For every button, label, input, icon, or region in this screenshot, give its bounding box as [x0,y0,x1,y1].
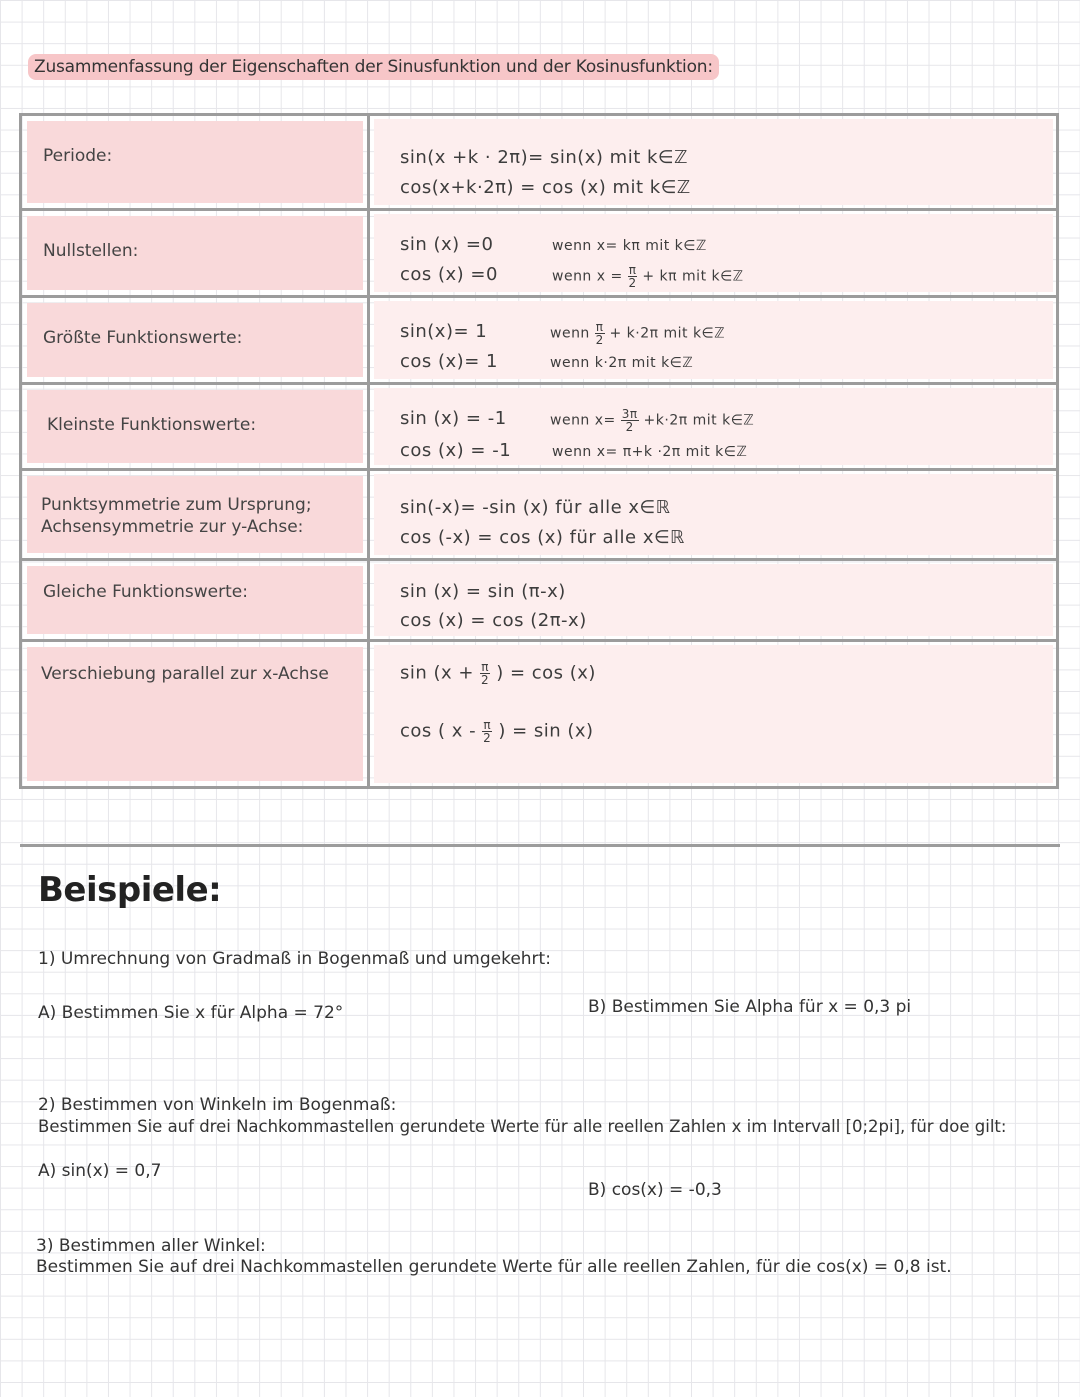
label-cell [27,476,363,553]
row-nullstellen [22,211,1056,298]
formula-text: sin (x + [400,662,474,684]
formula-cell [374,564,1053,636]
fraction [595,321,605,346]
fraction [480,661,490,686]
example-1-title: 1) Umrechnung von Gradmaß in Bogenmaß und umgekehrt: [38,949,551,969]
formula-cell [374,388,1053,465]
fraction-denominator: 2 [481,673,490,687]
formula-line: sin(-x)= -sin (x) für alle x∈ℝ [400,497,671,518]
formula-text: ) = cos (x) [496,662,596,684]
row-groesste-funktionswerte [22,298,1056,385]
fraction-numerator: π [483,718,492,732]
example-2b: B) cos(x) = -0,3 [588,1180,722,1200]
example-3-text: Bestimmen Sie auf drei Nachkommastellen gerundete Werte für alle reellen Zahlen, für die cos(x) = 0,8 ist. [36,1257,952,1277]
condition-text: + k·2π mit k∈ℤ [609,325,726,342]
row-label: Kleinste Funktionswerte: [47,415,257,435]
row-gleiche-funktionswerte [22,561,1056,642]
formula-condition [552,264,744,289]
example-2-title: 2) Bestimmen von Winkeln im Bogenmaß: [38,1095,397,1115]
formula-cell [374,119,1053,205]
row-label: Gleiche Funktionswerte: [43,582,248,602]
formula-line: sin(x +k · 2π)= sin(x) mit k∈ℤ [400,147,688,168]
condition-text: wenn x = [552,268,623,285]
row-label-line: Achsensymmetrie zur y-Achse: [41,517,304,537]
formula-line: cos (-x) = cos (x) für alle x∈ℝ [400,527,685,548]
formula-line [400,661,596,686]
formula-cell [374,645,1053,783]
example-1a: A) Bestimmen Sie x für Alpha = 72° [38,1003,344,1023]
row-verschiebung [22,642,1056,786]
fraction [482,719,492,744]
formula-condition [550,408,754,433]
fraction-numerator: π [481,660,489,674]
row-symmetrie [22,471,1056,561]
formula-condition [550,321,725,346]
properties-table [19,113,1059,789]
example-2-text: Bestimmen Sie auf drei Nachkommastellen gerundete Werte für alle reellen Zahlen x im Intervall [0;2pi], für doe gilt: [38,1117,1007,1136]
condition-text: wenn [550,325,590,342]
formula-line: sin(x)= 1 [400,321,488,342]
formula-line: cos (x) = cos (2π-x) [400,610,587,631]
label-cell [27,303,363,377]
formula-line: cos (x)= 1 [400,351,498,372]
page-heading: Zusammenfassung der Eigenschaften der Sinusfunktion und der Kosinusfunktion: [28,54,719,80]
formula-line: sin (x) = sin (π-x) [400,581,566,602]
fraction-numerator: π [595,320,604,334]
formula-cell [374,301,1053,379]
example-3-title: 3) Bestimmen aller Winkel: [36,1236,266,1256]
examples-title: Beispiele: [38,870,222,910]
formula-cell [374,474,1053,555]
label-cell [27,647,363,781]
example-2a: A) sin(x) = 0,7 [38,1161,162,1181]
label-cell [27,390,363,463]
row-label: Nullstellen: [43,241,139,261]
fraction [628,264,638,289]
fraction-denominator: 2 [483,731,492,745]
formula-condition: wenn k·2π mit k∈ℤ [550,355,694,371]
row-label: Periode: [43,146,113,166]
fraction-numerator: 3π [621,407,638,421]
formula-line: sin (x) =0 [400,234,494,255]
fraction-denominator: 2 [628,276,637,290]
formula-condition: wenn x= π+k ·2π mit k∈ℤ [552,444,748,460]
formula-line: cos (x) = -1 [400,440,512,461]
condition-text: + kπ mit k∈ℤ [642,268,744,285]
example-1b: B) Bestimmen Sie Alpha für x = 0,3 pi [588,997,912,1017]
label-cell [27,121,363,203]
fraction-numerator: π [628,263,637,277]
condition-text: +k·2π mit k∈ℤ [643,412,755,429]
formula-text: ) = sin (x) [498,720,594,742]
formula-cell [374,214,1053,292]
fraction [621,408,639,433]
formula-line: cos(x+k·2π) = cos (x) mit k∈ℤ [400,177,691,198]
row-label: Verschiebung parallel zur x-Achse [41,664,329,684]
label-cell [27,216,363,290]
formula-text: cos ( x - [400,720,477,742]
label-cell [27,566,363,634]
row-periode [22,116,1056,211]
fraction-denominator: 2 [625,420,634,434]
condition-text: wenn x= [550,412,616,429]
row-kleinste-funktionswerte [22,385,1056,471]
formula-line: sin (x) = -1 [400,408,507,429]
row-label-line: Punktsymmetrie zum Ursprung; [41,495,312,515]
formula-condition: wenn x= kπ mit k∈ℤ [552,238,707,254]
fraction-denominator: 2 [595,333,604,347]
section-divider [20,844,1060,847]
formula-line [400,719,594,744]
row-label: Größte Funktionswerte: [43,328,243,348]
row-label [41,494,312,538]
formula-line: cos (x) =0 [400,264,498,285]
